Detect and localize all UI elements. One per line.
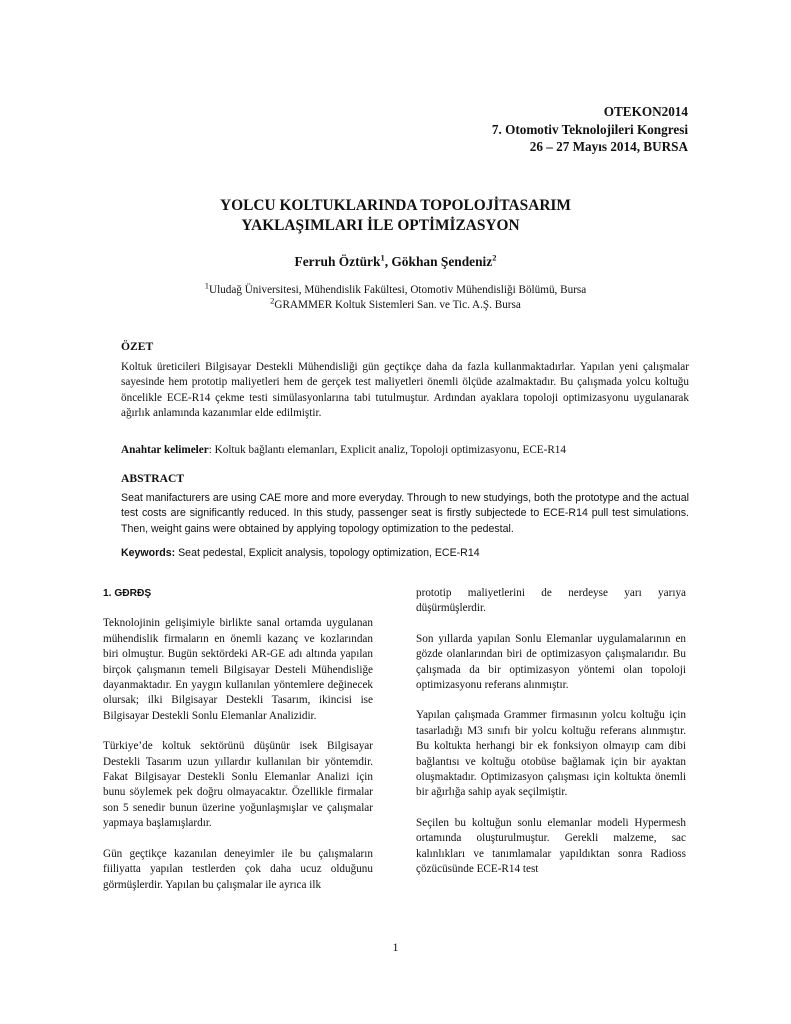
- body-paragraph: Teknolojinin gelişimiyle birlikte sanal ortamda uygulanan mühendislik firmaların en önemli kazanç ve kozlarından biri olmuştur. Bugün sektördeki AR-GE adı altında yapılan birçok çalışmanın temeli Bilgisayar Desteli Mühendisliğe dayanmaktadır. En yaygın kullanılan yöntemlere değinecek olursak; ilki Bilgisayar Destekli Tasarım, ikincisi ise Bilgisayar Destekli Sonlu Elemanlar Analizidir.: [103, 617, 373, 722]
- section-1-heading: 1. GĐRĐŞ: [103, 588, 152, 599]
- anahtar-text: : Koltuk bağlantı elemanları, Explicit analiz, Topoloji optimizasyonu, ECE-R14: [208, 444, 566, 456]
- abstract-text: Seat manifacturers are using CAE more and more everyday. Through to new studyings, both the prototype and the actual test costs are significantly reduced. In this study, passenger seat is firstly subjectede to ECE-R14 pull test simulations. Then, weight gains were obtained by applying topology optimization to the pedestal.: [121, 492, 689, 535]
- conference-date: 26 – 27 Mayıs 2014, BURSA: [529, 139, 688, 154]
- body-paragraph: Türkiye’de koltuk sektörünü düşünür isek Bilgisayar Destekli Tasarım uzun yıllardır kullanılan bir yöntemdir. Fakat Bilgisayar Destekli Sonlu Elemanlar Analizi için bunu söylemek pek doğru olmayacaktır. Özellikle firmalar son 5 senedir bunun üzerine yoğunlaşmışlar ve çalışmalar yapmaya başlamışlardır.: [103, 740, 373, 830]
- title-line-1: YOLCU KOLTUKLARINDA TOPOLOJİTASARIM: [220, 197, 571, 214]
- affiliation-2-mark: 2: [270, 295, 275, 306]
- author-1-affil-mark: 1: [380, 252, 385, 263]
- keywords-text: Seat pedestal, Explicit analysis, topology optimization, ECE-R14: [175, 547, 480, 559]
- affiliation-1-mark: 1: [204, 280, 209, 291]
- anahtar-kelimeler: [121, 444, 566, 456]
- paper-title: [0, 196, 791, 236]
- title-line-2: YAKLAŞIMLARI İLE OPTİMİZASYON: [241, 217, 520, 234]
- authors: [0, 254, 791, 270]
- body-paragraph: Yapılan çalışmada Grammer firmasının yolcu koltuğu için tasarladığı M3 sınıfı bir yolcu koltuğu referans alınmıştır. Bu koltukta herhangi bir ek fonksiyon olmayıp cam dibi bağlantısı ve koltuğu otobüse bağlamak için bir ayaktan oluşmaktadır. Optimizasyon çalışması için koltukta önemli bir ağırlığa sahip ayak seçilmiştir.: [416, 709, 686, 799]
- affiliation-2-text: GRAMMER Koltuk Sistemleri San. ve Tic. A.Ş. Bursa: [274, 299, 521, 311]
- body-paragraph: Gün geçtikçe kazanılan deneyimler ile bu çalışmaların fiiliyatta yapılan testlerden çok daha ucuz olduğunu görmüşlerdir. Yapılan bu çalışmalar ile ayrıca ilk: [103, 847, 373, 891]
- page-number: 1: [392, 940, 399, 954]
- affiliation-1-text: Uludağ Üniversitesi, Mühendislik Fakültesi, Otomotiv Mühendisliği Bölümü, Bursa: [208, 284, 587, 296]
- author-2: Gökhan Şendeniz: [391, 254, 493, 269]
- abstract-heading: ABSTRACT: [121, 472, 185, 485]
- body-left-column: [103, 586, 373, 908]
- keywords-label: Keywords:: [121, 547, 176, 559]
- body-paragraph: Son yıllarda yapılan Sonlu Elemanlar uygulamalarının en gözde olanlarından biri de optimizasyon çalışmalarıdır. Bu çalışmada da bir optimizasyon yöntemi olan topoloji optimizasyonu referans alınmıştır.: [416, 632, 686, 692]
- body-paragraph: prototip maliyetlerini de nerdeyse yarı yarıya düşürmüşlerdir.: [416, 587, 686, 615]
- anahtar-label: Anahtar kelimeler: [121, 444, 209, 456]
- body-paragraph: Seçilen bu koltuğun sonlu elemanlar modeli Hypermesh ortamında oluşturulmuştur. Gerekli malzeme, sac kalınlıkları ve tanımlamalar yapıldıktan sonra Radioss çözücüsünde ECE-R14 test: [416, 816, 686, 876]
- congress-name: 7. Otomotiv Teknolojileri Kongresi: [491, 121, 688, 137]
- ozet-text: Koltuk üreticileri Bilgisayar Destekli Mühendisliği gün geçtikçe daha da fazla kullanmaktadırlar. Yapılan yeni çalışmalar sayesinde hem prototip maliyetleri hem de gerçek test maliyetleri önemli ölçüde azalmaktadır. Bu çalışmada yolcu koltuğu öncelikle ECE-R14 çekme testi simülasyonlarına tabi tutulmuştur. Ardından ayaklara topoloji optimizasyonu uygulanarak ağırlık anlamında kazanımlar elde edilmiştir.: [121, 361, 689, 419]
- keywords: [121, 547, 480, 559]
- author-separator: ,: [384, 254, 392, 269]
- conference-header: [492, 103, 688, 156]
- body-right-column: [416, 586, 686, 893]
- author-2-affil-mark: 2: [492, 252, 497, 263]
- conference-name: OTEKON2014: [603, 104, 688, 119]
- author-1: Ferruh Öztürk: [294, 254, 381, 269]
- ozet-heading: ÖZET: [121, 340, 154, 353]
- affiliation-1: [0, 280, 791, 298]
- affiliation-2: [0, 295, 791, 313]
- affiliations: [0, 280, 791, 313]
